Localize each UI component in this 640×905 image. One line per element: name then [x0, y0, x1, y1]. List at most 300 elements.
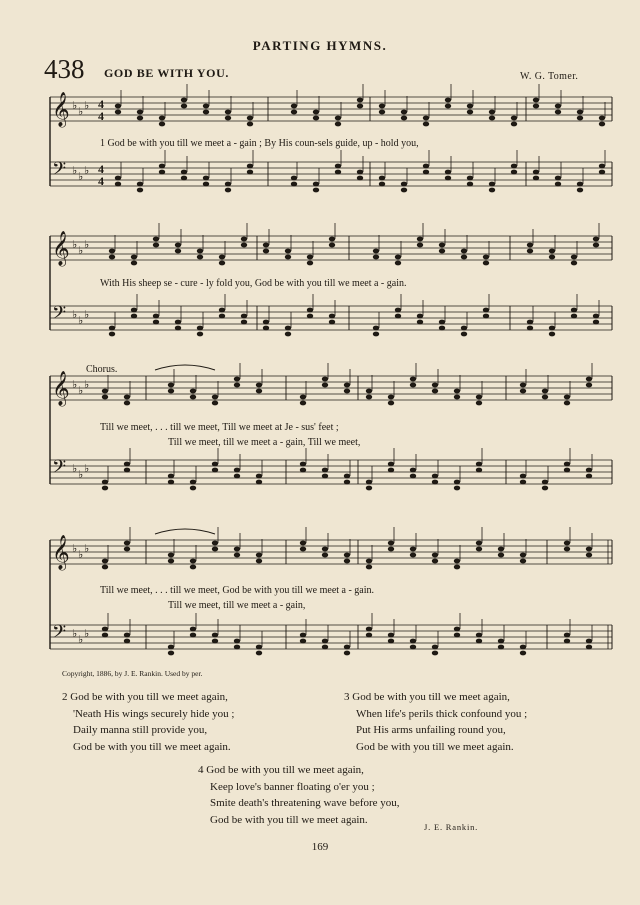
- notehead: [197, 326, 203, 331]
- notehead: [498, 645, 504, 650]
- notehead: [593, 320, 599, 325]
- notehead: [225, 188, 231, 193]
- notehead: [454, 486, 460, 491]
- notehead: [593, 237, 599, 242]
- chorus-label: Chorus.: [86, 364, 118, 375]
- notehead: [511, 170, 517, 175]
- notehead: [467, 182, 473, 187]
- notehead: [379, 176, 385, 181]
- notehead: [395, 261, 401, 266]
- notehead: [263, 249, 269, 254]
- notehead: [445, 104, 451, 109]
- notehead: [300, 541, 306, 546]
- verse-line: Keep love's banner floating o'er you ;: [210, 780, 375, 793]
- notehead: [511, 116, 517, 121]
- author-credit: J. E. Rankin.: [424, 822, 479, 832]
- notehead: [401, 182, 407, 187]
- notehead: [115, 182, 121, 187]
- notehead: [212, 395, 218, 400]
- notehead: [234, 639, 240, 644]
- notehead: [168, 553, 174, 558]
- flat-sign-icon: ♭: [78, 105, 84, 118]
- notehead: [527, 320, 533, 325]
- notehead: [599, 122, 605, 127]
- notehead: [322, 468, 328, 473]
- lyrics-system-3-lower: Till we meet, till we meet a - gain, Till we meet,: [168, 437, 361, 448]
- verse-4: [198, 762, 400, 828]
- notehead: [344, 474, 350, 479]
- notehead: [234, 383, 240, 388]
- notehead: [489, 110, 495, 115]
- notehead: [586, 645, 592, 650]
- verse-line: God be with you till we meet again.: [73, 740, 231, 753]
- notehead: [168, 389, 174, 394]
- notehead: [344, 651, 350, 656]
- notehead: [329, 320, 335, 325]
- treble-clef-icon: 𝄞: [52, 371, 70, 406]
- notehead: [212, 541, 218, 546]
- notehead: [300, 468, 306, 473]
- time-signature-numerator: 4: [98, 162, 104, 176]
- notehead: [410, 377, 416, 382]
- notehead: [586, 474, 592, 479]
- notehead: [357, 176, 363, 181]
- notehead: [322, 377, 328, 382]
- section-title: PARTING HYMNS.: [252, 38, 388, 53]
- notehead: [520, 559, 526, 564]
- slur-curve: [155, 365, 215, 370]
- notehead: [291, 110, 297, 115]
- notehead: [212, 633, 218, 638]
- lyrics-system-2: With His sheep se - cure - ly fold you, God be with you till we meet a - gain.: [100, 278, 407, 289]
- notehead: [520, 389, 526, 394]
- notehead: [124, 633, 130, 638]
- notehead: [190, 559, 196, 564]
- notehead: [203, 176, 209, 181]
- notehead: [300, 633, 306, 638]
- notehead: [153, 320, 159, 325]
- notehead: [190, 627, 196, 632]
- notehead: [322, 553, 328, 558]
- notehead: [571, 261, 577, 266]
- notehead: [234, 553, 240, 558]
- notehead: [483, 255, 489, 260]
- notehead: [454, 389, 460, 394]
- notehead: [203, 110, 209, 115]
- notehead: [256, 553, 262, 558]
- verse-line: 3 God be with you till we meet again,: [344, 691, 510, 703]
- notehead: [291, 176, 297, 181]
- notehead: [373, 332, 379, 337]
- notehead: [410, 474, 416, 479]
- flat-sign-icon: ♭: [84, 378, 90, 391]
- notehead: [181, 176, 187, 181]
- notehead: [357, 170, 363, 175]
- flat-sign-icon: ♭: [84, 627, 90, 640]
- notehead: [467, 110, 473, 115]
- notehead: [476, 633, 482, 638]
- notehead: [454, 633, 460, 638]
- notehead: [533, 176, 539, 181]
- notehead: [527, 326, 533, 331]
- notehead: [564, 462, 570, 467]
- notehead: [461, 326, 467, 331]
- notehead: [564, 547, 570, 552]
- notehead: [432, 383, 438, 388]
- notehead: [285, 326, 291, 331]
- notehead: [593, 314, 599, 319]
- notehead: [542, 389, 548, 394]
- notehead: [212, 639, 218, 644]
- hymn-title: GOD BE WITH YOU.: [104, 66, 229, 80]
- notehead: [476, 639, 482, 644]
- notehead: [388, 541, 394, 546]
- notehead: [586, 639, 592, 644]
- notehead: [335, 116, 341, 121]
- notehead: [571, 308, 577, 313]
- notehead: [137, 110, 143, 115]
- composer-credit: W. G. Tomer.: [520, 71, 579, 82]
- notehead: [300, 401, 306, 406]
- notehead: [395, 314, 401, 319]
- notehead: [542, 395, 548, 400]
- notehead: [234, 645, 240, 650]
- notehead: [234, 377, 240, 382]
- notehead: [395, 308, 401, 313]
- notehead: [212, 462, 218, 467]
- notehead: [256, 474, 262, 479]
- verse-3: [344, 689, 527, 755]
- treble-clef-icon: 𝄞: [52, 535, 70, 570]
- notehead: [124, 401, 130, 406]
- notehead: [417, 243, 423, 248]
- notehead: [423, 164, 429, 169]
- notehead: [461, 332, 467, 337]
- flat-sign-icon: ♭: [78, 384, 84, 397]
- notehead: [366, 395, 372, 400]
- notehead: [102, 559, 108, 564]
- notehead: [197, 255, 203, 260]
- notehead: [300, 547, 306, 552]
- notehead: [483, 308, 489, 313]
- treble-clef-icon: 𝄞: [52, 92, 70, 127]
- notehead: [263, 243, 269, 248]
- notehead: [489, 188, 495, 193]
- notehead: [476, 541, 482, 546]
- notehead: [401, 188, 407, 193]
- notehead: [549, 255, 555, 260]
- notehead: [454, 627, 460, 632]
- notehead: [555, 110, 561, 115]
- notehead: [212, 547, 218, 552]
- flat-sign-icon: ♭: [78, 633, 84, 646]
- notehead: [115, 110, 121, 115]
- notehead: [373, 255, 379, 260]
- notehead: [109, 332, 115, 337]
- notehead: [256, 645, 262, 650]
- notehead: [388, 639, 394, 644]
- notehead: [159, 122, 165, 127]
- notehead: [476, 462, 482, 467]
- notehead: [366, 480, 372, 485]
- notehead: [520, 480, 526, 485]
- notehead: [335, 122, 341, 127]
- notehead: [225, 116, 231, 121]
- notehead: [549, 326, 555, 331]
- notehead: [564, 468, 570, 473]
- notehead: [115, 176, 121, 181]
- verse-line: When life's perils thick confound you ;: [356, 707, 528, 720]
- bass-clef-icon: 𝄢: [52, 622, 67, 647]
- notehead: [109, 249, 115, 254]
- notehead: [263, 320, 269, 325]
- notehead: [564, 633, 570, 638]
- time-signature-numerator: 4: [98, 97, 104, 111]
- notehead: [285, 255, 291, 260]
- notehead: [247, 164, 253, 169]
- notehead: [168, 383, 174, 388]
- notehead: [366, 627, 372, 632]
- notehead: [344, 645, 350, 650]
- notehead: [300, 462, 306, 467]
- notehead: [109, 326, 115, 331]
- notehead: [379, 104, 385, 109]
- notehead: [498, 553, 504, 558]
- verse-line: Put His arms unfailing round you,: [356, 724, 506, 736]
- notehead: [467, 104, 473, 109]
- notehead: [159, 116, 165, 121]
- notehead: [366, 486, 372, 491]
- notehead: [102, 627, 108, 632]
- notehead: [401, 110, 407, 115]
- notehead: [197, 249, 203, 254]
- notehead: [190, 480, 196, 485]
- notehead: [423, 170, 429, 175]
- page-number: 169: [311, 841, 329, 853]
- bass-clef-icon: 𝄢: [52, 159, 67, 184]
- notehead: [102, 633, 108, 638]
- notehead: [417, 320, 423, 325]
- notehead: [307, 261, 313, 266]
- notehead: [168, 651, 174, 656]
- notehead: [454, 565, 460, 570]
- notehead: [322, 645, 328, 650]
- notehead: [379, 182, 385, 187]
- notehead: [483, 314, 489, 319]
- flat-sign-icon: ♭: [84, 238, 90, 251]
- notehead: [175, 249, 181, 254]
- flat-sign-icon: ♭: [78, 170, 84, 183]
- flat-sign-icon: ♭: [72, 462, 78, 475]
- notehead: [395, 255, 401, 260]
- notehead: [115, 104, 121, 109]
- notehead: [489, 116, 495, 121]
- verse-line: Smite death's threatening wave before you,: [210, 797, 400, 809]
- bass-clef-icon: 𝄢: [52, 457, 67, 482]
- notehead: [373, 326, 379, 331]
- notehead: [344, 553, 350, 558]
- flat-sign-icon: ♭: [72, 627, 78, 640]
- verse-line: 2 God be with you till we meet again,: [62, 691, 228, 703]
- notehead: [483, 261, 489, 266]
- notehead: [247, 116, 253, 121]
- notehead: [454, 395, 460, 400]
- notehead: [124, 468, 130, 473]
- notehead: [153, 243, 159, 248]
- notehead: [410, 547, 416, 552]
- notehead: [520, 651, 526, 656]
- notehead: [219, 261, 225, 266]
- notehead: [247, 122, 253, 127]
- notehead: [234, 474, 240, 479]
- notehead: [511, 164, 517, 169]
- notehead: [322, 383, 328, 388]
- notehead: [366, 565, 372, 570]
- notehead: [322, 639, 328, 644]
- notehead: [256, 559, 262, 564]
- notehead: [168, 480, 174, 485]
- notehead: [555, 182, 561, 187]
- notehead: [549, 249, 555, 254]
- notehead: [168, 474, 174, 479]
- notehead: [212, 468, 218, 473]
- notehead: [124, 639, 130, 644]
- notehead: [109, 255, 115, 260]
- notehead: [190, 395, 196, 400]
- treble-clef-icon: 𝄞: [52, 231, 70, 266]
- notehead: [256, 383, 262, 388]
- notehead: [102, 395, 108, 400]
- notehead: [586, 547, 592, 552]
- notehead: [577, 182, 583, 187]
- flat-sign-icon: ♭: [78, 548, 84, 561]
- notehead: [102, 486, 108, 491]
- notehead: [137, 182, 143, 187]
- notehead: [498, 639, 504, 644]
- notehead: [379, 110, 385, 115]
- notehead: [564, 541, 570, 546]
- notehead: [197, 332, 203, 337]
- notehead: [520, 383, 526, 388]
- notehead: [564, 401, 570, 406]
- notehead: [423, 116, 429, 121]
- notehead: [571, 255, 577, 260]
- notehead: [586, 553, 592, 558]
- notehead: [527, 243, 533, 248]
- notehead: [256, 389, 262, 394]
- notehead: [225, 110, 231, 115]
- notehead: [241, 314, 247, 319]
- notehead: [124, 462, 130, 467]
- notehead: [225, 182, 231, 187]
- notehead: [322, 547, 328, 552]
- notehead: [476, 401, 482, 406]
- notehead: [555, 104, 561, 109]
- notehead: [357, 104, 363, 109]
- notehead: [307, 255, 313, 260]
- notehead: [357, 98, 363, 103]
- notehead: [234, 468, 240, 473]
- notehead: [168, 559, 174, 564]
- notehead: [432, 553, 438, 558]
- flat-sign-icon: ♭: [78, 314, 84, 327]
- notehead: [219, 314, 225, 319]
- notehead: [263, 326, 269, 331]
- notehead: [445, 98, 451, 103]
- notehead: [454, 480, 460, 485]
- notehead: [234, 547, 240, 552]
- notehead: [586, 383, 592, 388]
- slur-curve: [155, 529, 215, 534]
- notehead: [599, 164, 605, 169]
- notehead: [461, 249, 467, 254]
- hymn-number: 438: [44, 54, 85, 84]
- notehead: [511, 122, 517, 127]
- bass-clef-icon: 𝄢: [52, 303, 67, 328]
- notehead: [527, 249, 533, 254]
- notehead: [564, 639, 570, 644]
- notehead: [577, 110, 583, 115]
- notehead: [329, 243, 335, 248]
- notehead: [533, 104, 539, 109]
- notehead: [124, 541, 130, 546]
- verse-line: Daily manna still provide you,: [73, 724, 208, 736]
- notehead: [388, 468, 394, 473]
- notehead: [159, 164, 165, 169]
- notehead: [388, 547, 394, 552]
- notehead: [439, 249, 445, 254]
- notehead: [329, 314, 335, 319]
- lyrics-system-4-lower: Till we meet, till we meet a - gain,: [168, 600, 306, 611]
- notehead: [410, 645, 416, 650]
- notehead: [373, 249, 379, 254]
- notehead: [593, 243, 599, 248]
- notehead: [291, 104, 297, 109]
- notehead: [219, 308, 225, 313]
- notehead: [366, 559, 372, 564]
- notehead: [190, 565, 196, 570]
- time-signature-denominator: 4: [98, 109, 104, 123]
- notehead: [599, 116, 605, 121]
- notehead: [388, 462, 394, 467]
- notehead: [241, 320, 247, 325]
- notehead: [410, 639, 416, 644]
- notehead: [313, 110, 319, 115]
- notehead: [212, 401, 218, 406]
- notehead: [241, 243, 247, 248]
- notehead: [498, 547, 504, 552]
- notehead: [190, 486, 196, 491]
- notehead: [586, 377, 592, 382]
- notehead: [241, 237, 247, 242]
- notehead: [454, 559, 460, 564]
- notehead: [432, 559, 438, 564]
- notehead: [417, 237, 423, 242]
- notehead: [410, 468, 416, 473]
- lyrics-system-4-upper: Till we meet, . . . till we meet, God be with you till we meet a - gain.: [100, 585, 375, 596]
- verse-2: [62, 689, 234, 755]
- notehead: [307, 308, 313, 313]
- notehead: [256, 651, 262, 656]
- notehead: [256, 480, 262, 485]
- lyrics-system-3-upper: Till we meet, . . . till we meet, Till we meet at Je - sus' feet ;: [100, 422, 339, 433]
- notehead: [417, 314, 423, 319]
- notehead: [388, 633, 394, 638]
- notehead: [168, 645, 174, 650]
- notehead: [313, 188, 319, 193]
- notehead: [401, 116, 407, 121]
- flat-sign-icon: ♭: [72, 542, 78, 555]
